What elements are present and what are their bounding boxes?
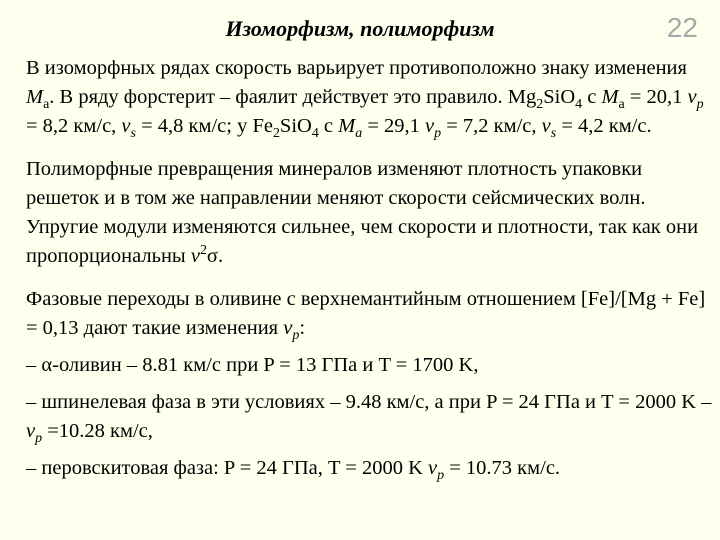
text-run: =10.28 км/с, — [42, 420, 153, 442]
subscript-2: 2 — [536, 97, 544, 113]
subscript-a: a — [618, 97, 625, 113]
text-run: = 10.73 км/с. — [444, 457, 561, 479]
text-run: SiO — [543, 86, 576, 108]
symbol-v: v — [541, 115, 551, 137]
subscript-a: a — [355, 126, 363, 142]
text-run: = 4,8 км/с; у Fe — [135, 115, 273, 137]
text-run: В изоморфных рядах скорость варьирует противоположно знаку изменения — [26, 57, 687, 79]
page-number: 22 — [666, 12, 698, 43]
symbol-v: v — [190, 245, 200, 267]
symbol-v: v — [425, 115, 435, 137]
symbol-M: M — [26, 86, 44, 108]
text-run: Фазовые переходы в оливине с верхнемантийным отношением [Fe]/[Mg + Fe] = 0,13 дают такие изменения — [26, 288, 706, 339]
text-run: : — [299, 317, 306, 339]
text-run: = 7,2 км/с, — [441, 115, 542, 137]
symbol-M: M — [601, 86, 619, 108]
subscript-s: s — [130, 126, 136, 142]
symbol-v: v — [283, 317, 293, 339]
slide-title: Изоморфизм, полиморфизм — [225, 16, 495, 41]
text-run: . — [217, 245, 224, 267]
symbol-v: v — [687, 86, 697, 108]
text-run: с — [582, 86, 602, 108]
symbol-v: v — [26, 420, 36, 442]
text-run: SiO — [279, 115, 312, 137]
text-run: = 4,2 км/с. — [556, 115, 652, 137]
paragraph-isomorphism — [8, 54, 714, 141]
list-item-olivine — [8, 351, 714, 380]
text-run: – перовскитовая фаза: P = 24 ГПа, T = 2000 K — [26, 457, 429, 479]
subscript-2: 2 — [272, 126, 280, 142]
symbol-M: M — [338, 115, 356, 137]
paragraph-polymorphism — [8, 155, 714, 271]
text-run: = 29,1 — [362, 115, 426, 137]
subscript-p: p — [35, 431, 43, 447]
subscript-p: p — [292, 328, 300, 344]
text-run: – α-оливин – 8.81 км/с при P = 13 ГПа и T = 1700 K, — [26, 354, 479, 376]
subscript-a: a — [43, 97, 50, 113]
subscript-p: p — [696, 97, 704, 113]
text-run: Полиморфные превращения минералов изменяют плотность упаковки решеток и в том же направлении меняют скорости сейсмических волн. Упругие модули изменяются сильнее, чем скорости и плотности, так как они пропорциональны — [26, 158, 699, 267]
paragraph-phase-transitions — [8, 285, 714, 343]
text-run: с — [318, 115, 339, 137]
subscript-p: p — [434, 126, 442, 142]
text-run: = 8,2 км/с, — [26, 115, 122, 137]
subscript-p: p — [437, 468, 445, 484]
symbol-sigma: σ — [206, 245, 218, 267]
subscript-s: s — [550, 126, 557, 142]
text-run: . В ряду форстерит – фаялит действует это правило. Mg — [49, 86, 537, 108]
symbol-v: v — [428, 457, 438, 479]
list-item-spinel — [8, 388, 714, 446]
superscript-2: 2 — [199, 243, 207, 259]
text-run: – шпинелевая фаза в эти условиях – 9.48 км/с, а при P = 24 ГПа и T = 2000 K – — [26, 391, 712, 413]
list-item-perovskite — [8, 454, 714, 483]
subscript-4: 4 — [311, 126, 319, 142]
text-run: = 20,1 — [624, 86, 688, 108]
slide-body — [8, 54, 714, 483]
subscript-4: 4 — [575, 97, 583, 113]
symbol-v: v — [121, 115, 131, 137]
